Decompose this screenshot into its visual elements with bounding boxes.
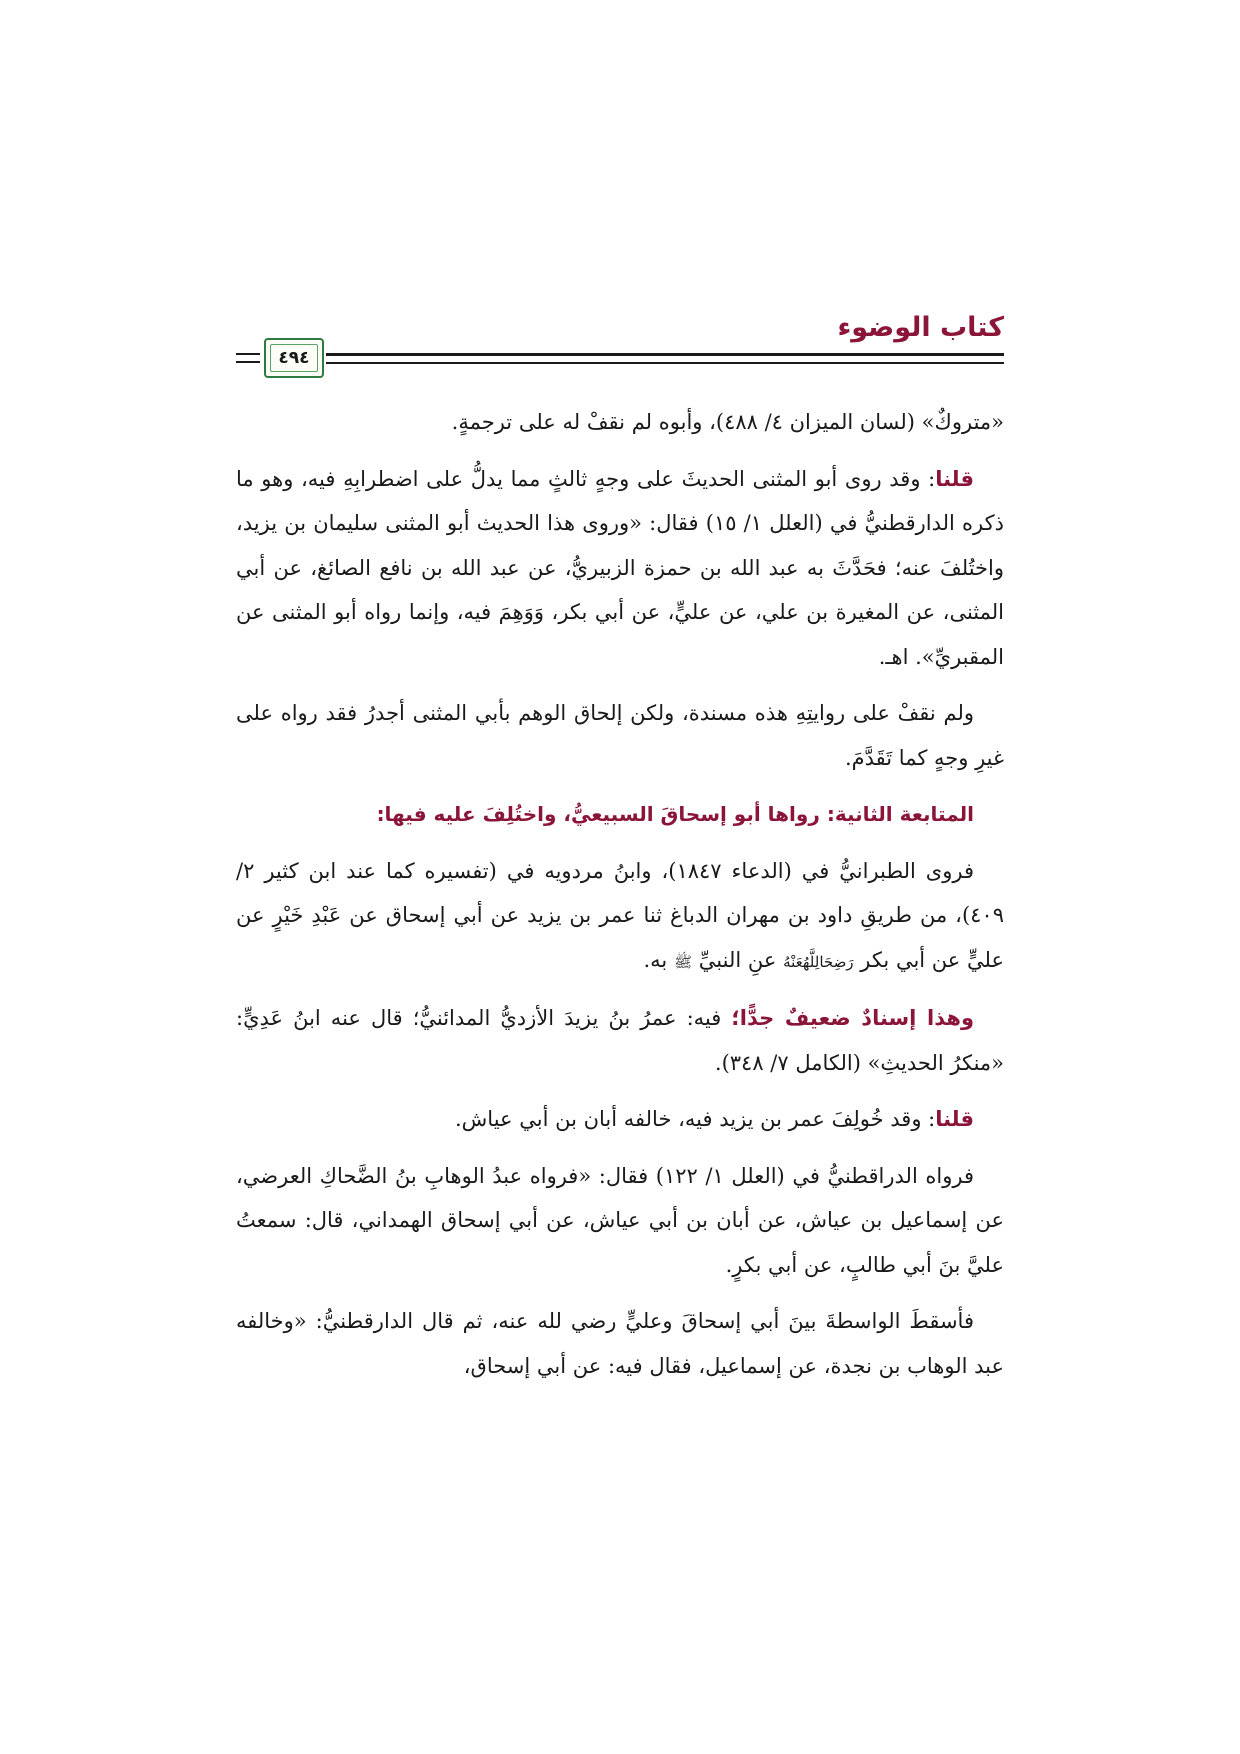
- paragraph-text-end: به.: [643, 947, 668, 972]
- paragraph-text: فروى الطبرانيُّ في (الدعاء ١٨٤٧)، وابنُ مردويه في (تفسيره كما عند ابن كثير ٢/ ٤٠٩)، من طريقِ داود بن مهران الدباغ ثنا عمر بن يزيد عن أبي إسحاق عن عَبْدِ خَيْرٍ عن عليٍّ عن أبي بكر: [236, 858, 1004, 972]
- paragraph-text: : وقد خُولِفَ عمر بن يزيد فيه، خالفه أبان بن أبي عياش.: [454, 1107, 936, 1131]
- page-body: [236, 400, 1004, 1400]
- paragraph-text: ولم نقفْ على روايتِهِ هذه مسندة، ولكن إلحاق الوهم بأبي المثنى أجدرُ فقد رواه على غيرِ وجهٍ كما تَقَدَّمَ.: [236, 701, 1004, 770]
- paragraph-text: فيه: عمرُ بنُ يزيدَ الأزديُّ المدائنيُّ؛ قال عنه ابنُ عَدِيٍّ: «منكرُ الحديثِ» (الكامل ٧/ ٣٤٨).: [236, 1006, 1004, 1075]
- page-number: ٤٩٤: [278, 348, 310, 368]
- header-rule-left-b: [236, 361, 260, 363]
- paragraph-text: فأسقطَ الواسطةَ بينَ أبي إسحاقَ وعليٍّ رضي لله عنه، ثم قال الدارقطنيُّ: «وخالفه عبد الوهاب بن نجدة، عن إسماعيل، فقال فيه: عن أبي إسحاق،: [236, 1309, 1004, 1378]
- book-title: كتاب الوضوء: [837, 312, 1004, 343]
- paragraph-tabarani: [236, 849, 1004, 985]
- section-heading: المتابعة الثانية: رواها أبو إسحاقَ السبيعيُّ، واختُلِفَ عليه فيها:: [376, 802, 974, 826]
- paragraph-qulna-2: [236, 1097, 1004, 1142]
- honorific-radiallahu: رَضِحَالِلَّهُعَنْهُ: [783, 952, 854, 971]
- paragraph-weak-isnad: [236, 996, 1004, 1085]
- paragraph-text: «متروكٌ» (لسان الميزان ٤/ ٤٨٨)، وأبوه لم نقفْ له على ترجمةٍ.: [451, 410, 1004, 434]
- header-rule-thick: [326, 353, 1004, 356]
- paragraph-asqata: [236, 1299, 1004, 1388]
- honorific-salawat: ﷺ: [673, 952, 693, 971]
- page-number-frame: [264, 338, 324, 378]
- header-rule-left-a: [236, 353, 260, 355]
- paragraph-lam-naqif: [236, 691, 1004, 780]
- lead-word: قلنا: [935, 1107, 974, 1131]
- header-rule-thin: [326, 362, 1004, 364]
- paragraph-daraqutni: [236, 1154, 1004, 1288]
- lead-phrase: وهذا إسنادٌ ضعيفٌ جدًّا؛: [731, 1006, 974, 1030]
- paragraph-qulna-1: [236, 457, 1004, 680]
- paragraph-text: : وقد روى أبو المثنى الحديثَ على وجهٍ ثالثٍ مما يدلُّ على اضطرابِهِ فيه، وهو ما ذكره الدارقطنيُّ في (العلل ١/ ١٥) فقال: «وروى هذا الحديث أبو المثنى سليمان بن يزيد، واختُلفَ عنه؛ فحَدَّثَ به عبد الله بن حمزة الزبيريُّ، عن عبد الله بن نافع الصائغ، عن أبي المثنى، عن المغيرة بن علي، عن عليٍّ، عن أبي بكر، وَوَهِمَ فيه، وإنما رواه أبو المثنى عن المقبريِّ». اهـ.: [236, 466, 1004, 669]
- paragraph-text-middle: عنِ النبيِّ: [698, 947, 777, 972]
- lead-word: قلنا: [935, 466, 974, 491]
- paragraph-matruk: [236, 400, 1004, 445]
- page-header: [236, 312, 1004, 388]
- paragraph-text: فرواه الدراقطنيُّ في (العلل ١/ ١٢٢) فقال: «فرواه عبدُ الوهابِ بنُ الضَّحاكِ العرضي، عن إسماعيل بن عياش، عن أبان بن أبي عياش، عن أبي إسحاق الهمداني، قال: سمعتُ عليَّ بنَ أبي طالبٍ، عن أبي بكرٍ.: [236, 1163, 1004, 1277]
